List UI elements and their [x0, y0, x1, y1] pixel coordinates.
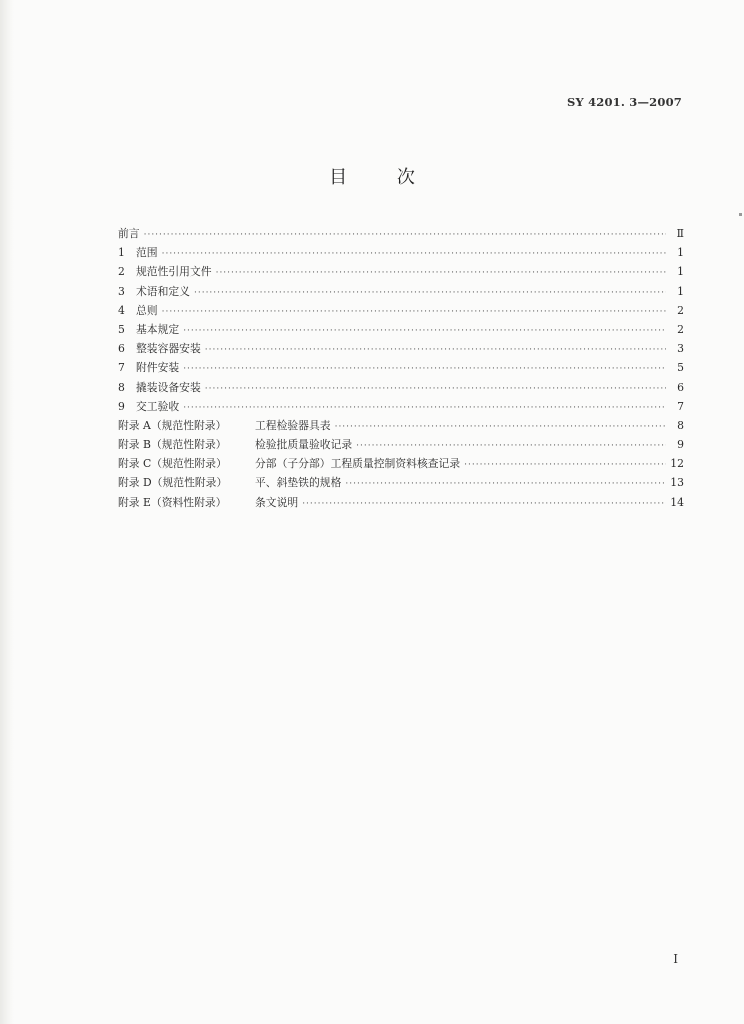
- scan-speck: [739, 213, 742, 216]
- toc-entry[interactable]: [118, 473, 684, 492]
- toc-entry-label: 整装容器安装: [136, 342, 201, 356]
- toc-entry[interactable]: [118, 493, 684, 512]
- toc-entry[interactable]: [118, 416, 684, 435]
- toc-entry-page: 9: [677, 438, 684, 452]
- page-number: Ⅰ: [673, 952, 678, 966]
- toc-entry[interactable]: [118, 301, 684, 320]
- toc-entry-page: 5: [677, 361, 684, 375]
- toc-entry-label: 分部（子分部）工程质量控制资料核查记录: [255, 457, 461, 471]
- toc-entry-page: 3: [677, 342, 684, 356]
- toc-entry-appendix-prefix: 附录 A（规范性附录）: [118, 418, 227, 432]
- toc-entry-label: 术语和定义: [136, 284, 190, 298]
- toc-entry-appendix-prefix: 附录 C（规范性附录）: [118, 457, 227, 471]
- toc-entry-label: 前言: [118, 227, 140, 240]
- toc-entry-label: 条文说明: [255, 495, 299, 509]
- table-of-contents: [118, 224, 684, 512]
- toc-entry-appendix-prefix: 附录 E（资料性附录）: [118, 495, 227, 509]
- toc-entry[interactable]: [118, 378, 684, 397]
- toc-entry[interactable]: [118, 435, 684, 454]
- toc-entry[interactable]: [118, 282, 684, 301]
- toc-entry-number: 1: [118, 246, 125, 260]
- toc-entry-number: 4: [118, 303, 125, 317]
- toc-leader-dots: [162, 245, 666, 264]
- toc-leader-dots: [194, 284, 666, 303]
- toc-entry-page: 13: [670, 476, 684, 490]
- toc-entry-number: 7: [118, 361, 125, 375]
- toc-leader-dots: [205, 380, 666, 399]
- scan-edge-shadow: [0, 0, 14, 1024]
- toc-entry-page: 1: [677, 265, 684, 279]
- toc-entry-label: 规范性引用文件: [136, 265, 212, 279]
- toc-entry[interactable]: [118, 224, 684, 243]
- toc-entry-label: 附件安装: [136, 361, 180, 375]
- toc-entry-number: 2: [118, 265, 125, 279]
- toc-leader-dots: [216, 264, 666, 283]
- toc-leader-dots: [144, 226, 666, 245]
- toc-leader-dots: [335, 418, 666, 437]
- toc-entry-number: 5: [118, 322, 125, 336]
- toc-entry[interactable]: [118, 339, 684, 358]
- toc-entry-page: 14: [670, 495, 684, 509]
- toc-entry-page: 2: [677, 303, 684, 317]
- toc-entry-page: Ⅱ: [676, 227, 684, 240]
- toc-entry-page: 7: [677, 399, 684, 413]
- document-code: SY 4201. 3—2007: [566, 95, 682, 109]
- toc-entry-number: 3: [118, 284, 125, 298]
- toc-leader-dots: [183, 322, 666, 341]
- toc-entry-label: 总则: [136, 303, 158, 317]
- toc-entry-label: 平、斜垫铁的规格: [255, 476, 342, 490]
- toc-leader-dots: [205, 341, 666, 360]
- toc-entry-label: 交工验收: [136, 399, 180, 413]
- toc-leader-dots: [302, 495, 666, 514]
- toc-leader-dots: [162, 303, 666, 322]
- toc-entry[interactable]: [118, 262, 684, 281]
- toc-leader-dots: [345, 475, 666, 494]
- toc-entry-page: 2: [677, 322, 684, 336]
- toc-entry-label: 撬装设备安装: [136, 380, 201, 394]
- toc-entry[interactable]: [118, 358, 684, 377]
- toc-entry[interactable]: [118, 243, 684, 262]
- toc-entry-page: 1: [677, 284, 684, 298]
- toc-entry[interactable]: [118, 320, 684, 339]
- toc-entry-number: 6: [118, 342, 125, 356]
- toc-entry[interactable]: [118, 454, 684, 473]
- toc-entry-page: 1: [677, 246, 684, 260]
- toc-entry-label: 检验批质量验收记录: [255, 438, 353, 452]
- toc-title: 目 次: [329, 167, 437, 188]
- toc-entry-page: 8: [677, 418, 684, 432]
- toc-entry-number: 9: [118, 399, 125, 413]
- toc-entry-page: 12: [670, 457, 684, 471]
- toc-entry-page: 6: [677, 380, 684, 394]
- toc-entry[interactable]: [118, 397, 684, 416]
- toc-entry-label: 范围: [136, 246, 158, 260]
- toc-entry-label: 基本规定: [136, 322, 180, 336]
- toc-leader-dots: [464, 456, 666, 475]
- toc-entry-number: 8: [118, 380, 125, 394]
- toc-entry-appendix-prefix: 附录 B（规范性附录）: [118, 438, 227, 452]
- toc-entry-appendix-prefix: 附录 D（规范性附录）: [118, 476, 228, 490]
- toc-entry-label: 工程检验器具表: [255, 418, 331, 432]
- toc-leader-dots: [183, 360, 666, 379]
